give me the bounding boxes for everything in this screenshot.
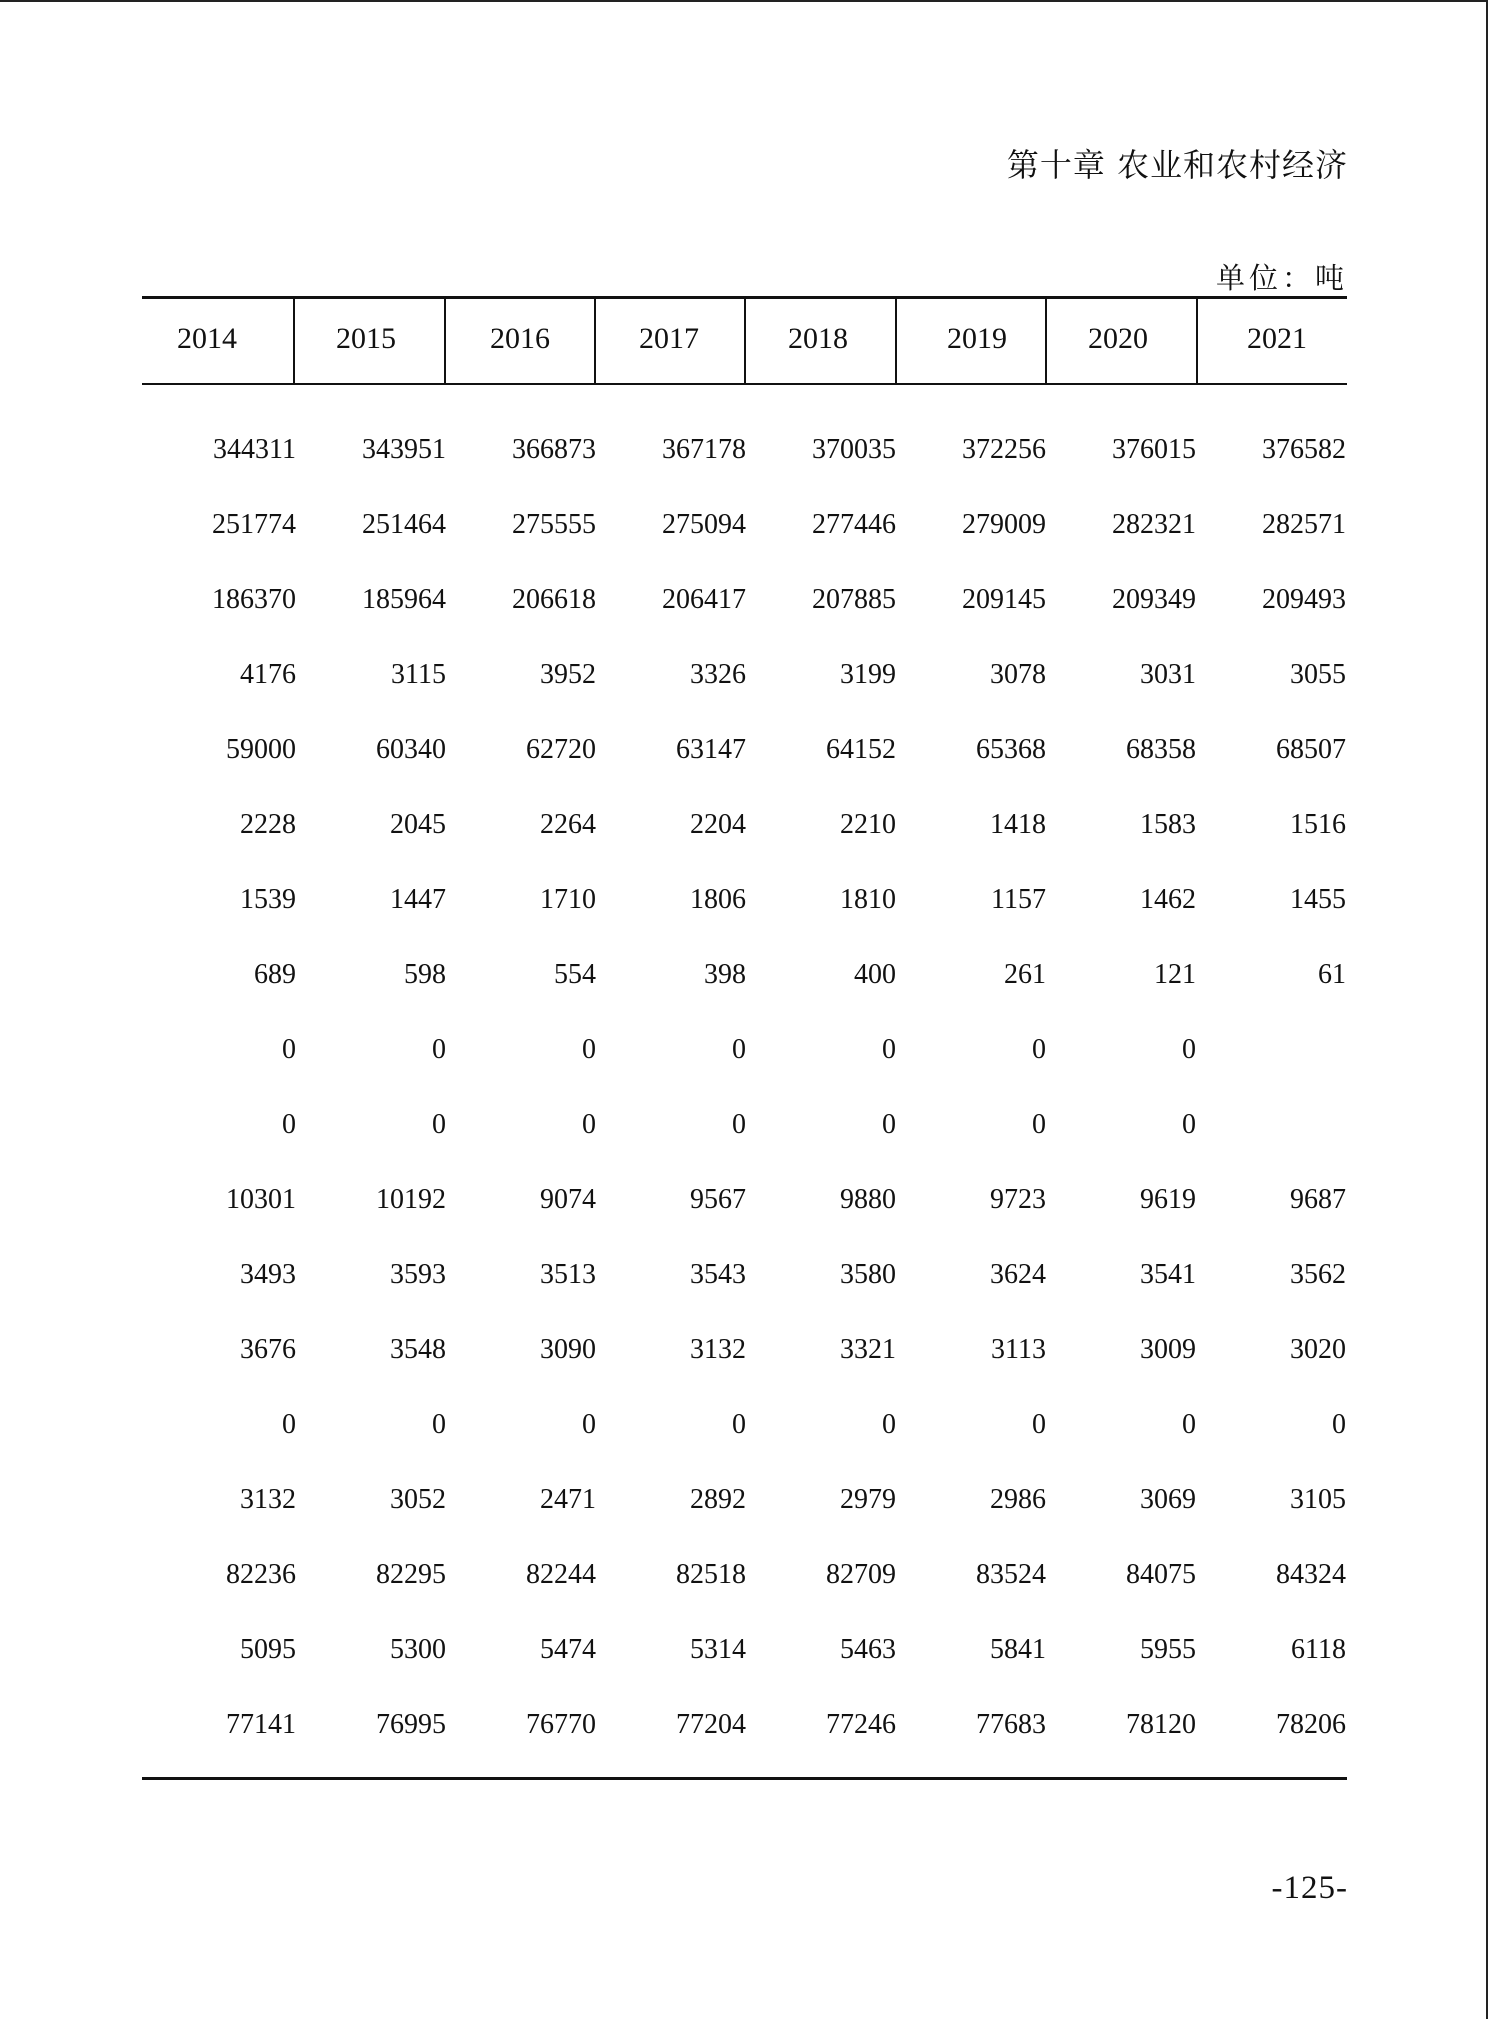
table-cell: 0 bbox=[582, 1109, 596, 1140]
table-cell: 63147 bbox=[676, 734, 746, 765]
table-cell: 77683 bbox=[976, 1709, 1046, 1740]
table-cell: 0 bbox=[282, 1034, 296, 1065]
table-cell: 2204 bbox=[690, 809, 746, 840]
table-cell: 121 bbox=[1154, 959, 1196, 990]
table-cell: 60340 bbox=[376, 734, 446, 765]
table-cell: 3541 bbox=[1140, 1259, 1196, 1290]
table-cell: 3624 bbox=[990, 1259, 1046, 1290]
column-header: 2018 bbox=[788, 322, 848, 355]
table-cell: 6118 bbox=[1291, 1634, 1346, 1665]
table-cell: 84075 bbox=[1126, 1559, 1196, 1590]
table-cell: 0 bbox=[582, 1409, 596, 1440]
table-cell: 65368 bbox=[976, 734, 1046, 765]
table-cell: 2264 bbox=[540, 809, 596, 840]
table-cell: 3562 bbox=[1290, 1259, 1346, 1290]
table-cell: 2045 bbox=[390, 809, 446, 840]
table-cell: 275094 bbox=[662, 509, 746, 540]
table-cell: 0 bbox=[1182, 1034, 1196, 1065]
table-cell: 3199 bbox=[840, 659, 896, 690]
header-column-separator bbox=[594, 298, 596, 384]
table-cell: 209145 bbox=[962, 584, 1046, 615]
table-cell: 3593 bbox=[390, 1259, 446, 1290]
table-cell: 0 bbox=[282, 1409, 296, 1440]
table-cell: 9074 bbox=[540, 1184, 596, 1215]
table-cell: 68358 bbox=[1126, 734, 1196, 765]
table-cell: 1447 bbox=[390, 884, 446, 915]
column-header: 2017 bbox=[639, 322, 699, 355]
table-cell: 82236 bbox=[226, 1559, 296, 1590]
table-cell: 3321 bbox=[840, 1334, 896, 1365]
table-cell: 4176 bbox=[240, 659, 296, 690]
table-cell: 0 bbox=[1032, 1109, 1046, 1140]
table-cell: 5955 bbox=[1140, 1634, 1196, 1665]
table-cell: 3132 bbox=[240, 1484, 296, 1515]
table-cell: 376582 bbox=[1262, 434, 1346, 465]
table-cell: 400 bbox=[854, 959, 896, 990]
header-column-separator bbox=[1196, 298, 1198, 384]
page-top-border bbox=[0, 0, 1488, 2]
table-cell: 1455 bbox=[1290, 884, 1346, 915]
table-cell: 343951 bbox=[362, 434, 446, 465]
table-cell: 64152 bbox=[826, 734, 896, 765]
table-cell: 78206 bbox=[1276, 1709, 1346, 1740]
table-cell: 0 bbox=[882, 1034, 896, 1065]
table-cell: 3105 bbox=[1290, 1484, 1346, 1515]
table-cell: 2979 bbox=[840, 1484, 896, 1515]
table-cell: 3113 bbox=[991, 1334, 1046, 1365]
column-header: 2014 bbox=[177, 322, 237, 355]
header-column-separator bbox=[895, 298, 897, 384]
table-cell: 344311 bbox=[213, 434, 296, 465]
table-cell: 83524 bbox=[976, 1559, 1046, 1590]
table-cell: 277446 bbox=[812, 509, 896, 540]
table-cell: 1710 bbox=[540, 884, 596, 915]
table-cell: 77204 bbox=[676, 1709, 746, 1740]
table-cell: 251464 bbox=[362, 509, 446, 540]
table-cell: 282571 bbox=[1262, 509, 1346, 540]
table-cell: 3090 bbox=[540, 1334, 596, 1365]
table-cell: 3078 bbox=[990, 659, 1046, 690]
table-cell: 0 bbox=[882, 1109, 896, 1140]
table-cell: 1583 bbox=[1140, 809, 1196, 840]
table-cell: 3055 bbox=[1290, 659, 1346, 690]
table-cell: 279009 bbox=[962, 509, 1046, 540]
table-cell: 0 bbox=[282, 1109, 296, 1140]
table-cell: 251774 bbox=[212, 509, 296, 540]
table-cell: 689 bbox=[254, 959, 296, 990]
table-cell: 3513 bbox=[540, 1259, 596, 1290]
table-cell: 68507 bbox=[1276, 734, 1346, 765]
table-cell: 82295 bbox=[376, 1559, 446, 1590]
table-cell: 61 bbox=[1318, 959, 1346, 990]
table-cell: 0 bbox=[1182, 1409, 1196, 1440]
table-cell: 209349 bbox=[1112, 584, 1196, 615]
table-cell: 1462 bbox=[1140, 884, 1196, 915]
table-cell: 372256 bbox=[962, 434, 1046, 465]
table-cell: 1806 bbox=[690, 884, 746, 915]
table-cell: 5095 bbox=[240, 1634, 296, 1665]
table-cell: 3548 bbox=[390, 1334, 446, 1365]
column-header: 2016 bbox=[490, 322, 550, 355]
table-cell: 0 bbox=[432, 1034, 446, 1065]
column-header: 2020 bbox=[1088, 322, 1148, 355]
table-cell: 5841 bbox=[990, 1634, 1046, 1665]
table-cell: 77141 bbox=[226, 1709, 296, 1740]
unit-label: 单位：吨 bbox=[1215, 261, 1348, 295]
table-cell: 9619 bbox=[1140, 1184, 1196, 1215]
table-cell: 76770 bbox=[526, 1709, 596, 1740]
table-cell: 367178 bbox=[662, 434, 746, 465]
table-cell: 9723 bbox=[990, 1184, 1046, 1215]
table-cell: 78120 bbox=[1126, 1709, 1196, 1740]
table-cell: 0 bbox=[432, 1409, 446, 1440]
table-cell: 554 bbox=[554, 959, 596, 990]
table-cell: 76995 bbox=[376, 1709, 446, 1740]
table-cell: 186370 bbox=[212, 584, 296, 615]
column-header: 2021 bbox=[1247, 322, 1307, 355]
table-cell: 62720 bbox=[526, 734, 596, 765]
table-cell: 0 bbox=[732, 1109, 746, 1140]
table-cell: 5474 bbox=[540, 1634, 596, 1665]
table-cell: 2471 bbox=[540, 1484, 596, 1515]
table-cell: 3052 bbox=[390, 1484, 446, 1515]
table-cell: 0 bbox=[432, 1109, 446, 1140]
table-cell: 275555 bbox=[512, 509, 596, 540]
table-cell: 82244 bbox=[526, 1559, 596, 1590]
table-cell: 207885 bbox=[812, 584, 896, 615]
table-cell: 1810 bbox=[840, 884, 896, 915]
table-cell: 82518 bbox=[676, 1559, 746, 1590]
table-cell: 3009 bbox=[1140, 1334, 1196, 1365]
header-column-separator bbox=[444, 298, 446, 384]
table-cell: 0 bbox=[732, 1034, 746, 1065]
table-cell: 3326 bbox=[690, 659, 746, 690]
table-cell: 9567 bbox=[690, 1184, 746, 1215]
column-header: 2015 bbox=[336, 322, 396, 355]
table-cell: 261 bbox=[1004, 959, 1046, 990]
header-column-separator bbox=[744, 298, 746, 384]
table-cell: 10301 bbox=[226, 1184, 296, 1215]
table-cell: 1539 bbox=[240, 884, 296, 915]
table-cell: 0 bbox=[1332, 1409, 1346, 1440]
table-cell: 185964 bbox=[362, 584, 446, 615]
table-cell: 3020 bbox=[1290, 1334, 1346, 1365]
table-cell: 0 bbox=[1032, 1409, 1046, 1440]
table-cell: 9880 bbox=[840, 1184, 896, 1215]
table-cell: 3676 bbox=[240, 1334, 296, 1365]
table-cell: 206618 bbox=[512, 584, 596, 615]
table-bottom-rule bbox=[142, 1777, 1347, 1780]
page-number: -125- bbox=[1271, 1870, 1348, 1906]
table-cell: 2986 bbox=[990, 1484, 1046, 1515]
table-cell: 59000 bbox=[226, 734, 296, 765]
table-cell: 0 bbox=[1182, 1109, 1196, 1140]
header-column-separator bbox=[293, 298, 295, 384]
table-cell: 3493 bbox=[240, 1259, 296, 1290]
column-header: 2019 bbox=[947, 322, 1007, 355]
table-cell: 10192 bbox=[376, 1184, 446, 1215]
chapter-title: 第十章 农业和农村经济 bbox=[1006, 146, 1348, 184]
table-cell: 3952 bbox=[540, 659, 596, 690]
table-cell: 376015 bbox=[1112, 434, 1196, 465]
table-cell: 5300 bbox=[390, 1634, 446, 1665]
table-cell: 366873 bbox=[512, 434, 596, 465]
table-cell: 5463 bbox=[840, 1634, 896, 1665]
table-cell: 2210 bbox=[840, 809, 896, 840]
table-cell: 1418 bbox=[990, 809, 1046, 840]
table-cell: 0 bbox=[582, 1034, 596, 1065]
table-cell: 84324 bbox=[1276, 1559, 1346, 1590]
table-cell: 3031 bbox=[1140, 659, 1196, 690]
table-cell: 0 bbox=[1032, 1034, 1046, 1065]
table-cell: 2892 bbox=[690, 1484, 746, 1515]
table-cell: 370035 bbox=[812, 434, 896, 465]
table-cell: 3543 bbox=[690, 1259, 746, 1290]
table-cell: 598 bbox=[404, 959, 446, 990]
table-cell: 0 bbox=[882, 1409, 896, 1440]
table-cell: 82709 bbox=[826, 1559, 896, 1590]
table-cell: 3115 bbox=[391, 659, 446, 690]
table-cell: 77246 bbox=[826, 1709, 896, 1740]
table-cell: 9687 bbox=[1290, 1184, 1346, 1215]
table-cell: 398 bbox=[704, 959, 746, 990]
table-cell: 3132 bbox=[690, 1334, 746, 1365]
table-cell: 3069 bbox=[1140, 1484, 1196, 1515]
table-cell: 5314 bbox=[690, 1634, 746, 1665]
table-cell: 206417 bbox=[662, 584, 746, 615]
header-column-separator bbox=[1045, 298, 1047, 384]
table-cell: 282321 bbox=[1112, 509, 1196, 540]
table-cell: 1157 bbox=[991, 884, 1046, 915]
table-cell: 209493 bbox=[1262, 584, 1346, 615]
table-cell: 3580 bbox=[840, 1259, 896, 1290]
table-cell: 2228 bbox=[240, 809, 296, 840]
table-cell: 0 bbox=[732, 1409, 746, 1440]
table-cell: 1516 bbox=[1290, 809, 1346, 840]
